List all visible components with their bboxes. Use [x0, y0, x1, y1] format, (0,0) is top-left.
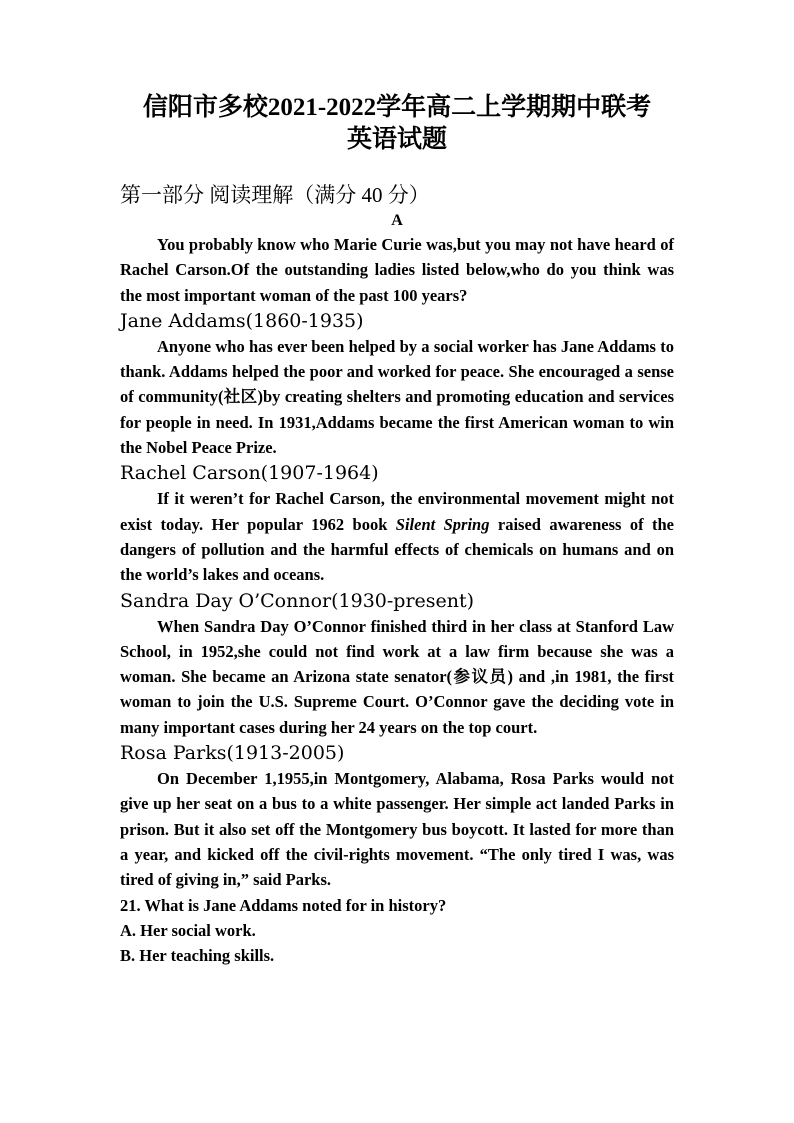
document-title	[120, 92, 674, 156]
title-line-1: 信阳市多校2021-2022学年高二上学期期中联考	[142, 94, 652, 121]
title-line-2: 英语试题	[346, 126, 447, 153]
person-heading-carson: Rachel Carson(1907-1964)	[120, 462, 379, 485]
intro-paragraph: You probably know who Marie Curie was,but you may not have heard of Rachel Carson.Of the outstanding ladies listed below,who do you think was the most important woman of the past 100 years?	[120, 235, 674, 305]
person-heading-addams: Jane Addams(1860-1935)	[120, 309, 364, 332]
person-heading-oconnor: Sandra Day O’Connor(1930-present)	[120, 589, 475, 612]
person-paragraph-oconnor: When Sandra Day O’Connor finished third in her class at Stanford Law School, in 1952,she could not find work at a law firm because she was a woman. She became an Arizona state senator(参议员) and ,in 1981, the first woman to join the U.S. Supreme Court. O’Connor gave the deciding vote in many important cases during her 24 years on the top court.	[120, 616, 674, 737]
answer-option-b: B. Her teaching skills.	[120, 946, 275, 966]
person-heading-parks: Rosa Parks(1913-2005)	[120, 742, 345, 765]
passage-label: A	[391, 212, 403, 229]
answer-option-a: A. Her social work.	[120, 920, 256, 940]
question-stem: 21. What is Jane Addams noted for in history?	[120, 895, 447, 915]
carson-text-after: raised awareness of the dangers of pollution and the harmful effects of chemicals on humans and on the world’s lakes and oceans.	[120, 514, 674, 585]
document-page	[120, 92, 674, 968]
book-title: Silent Spring	[395, 514, 490, 534]
person-paragraph-parks: On December 1,1955,in Montgomery, Alabama, Rosa Parks would not give up her seat on a bus to a white passenger. Her simple act landed Parks in prison. But it also set off the Montgomery bus boycott. It lasted for more than a year, and kicked off the civil-rights movement. “The only tired I was, was tired of giving in,” said Parks.	[120, 769, 674, 890]
section-heading: 第一部分 阅读理解（满分 40 分）	[120, 183, 430, 207]
person-paragraph-addams: Anyone who has ever been helped by a social worker has Jane Addams to thank. Addams helped the poor and worked for peace. She encouraged a sense of community(社区)by creating shelters and promoting education and services for people in need. In 1931,Addams became the first American woman to win the Nobel Peace Prize.	[120, 336, 674, 458]
carson-text-before: If it weren’t for Rachel Carson, the environmental movement might not exist today. Her popular 1962 book	[120, 489, 674, 534]
person-paragraph-carson	[120, 486, 674, 587]
